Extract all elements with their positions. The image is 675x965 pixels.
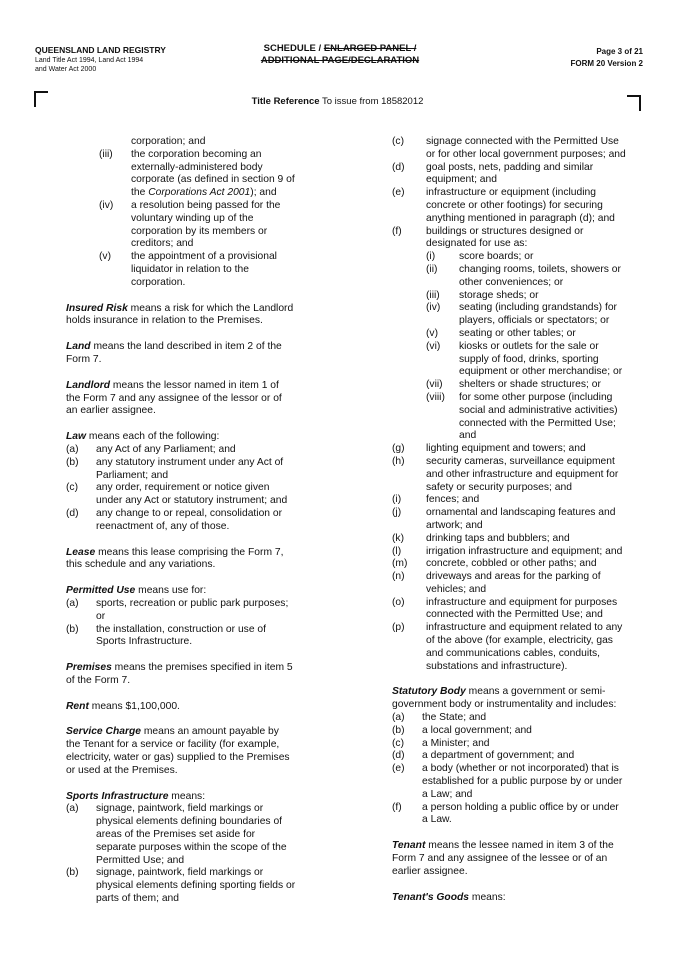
registry-header xyxy=(35,44,166,74)
ins-cont: corporation; and xyxy=(131,136,206,147)
definition-statutory-body: Statutory Body means a government or semi- government body or instrumentality and includes: xyxy=(392,686,617,711)
list-item: (a) sports, recreation or public park purposes; or xyxy=(66,597,289,622)
list-item: (iv) a resolution being passed for the voluntary winding up of the corporation by its members or creditors; and xyxy=(99,199,281,250)
definition-landlord: Landlord means the lessor named in item 1 of the Form 7 and any assignee of the lessor or of an earlier assignee. xyxy=(66,379,282,417)
definition-tenants-goods: Tenant's Goods means: xyxy=(392,891,506,903)
list-item: (e) a body (whether or not incorporated) that is established for a public purpose by or under a Law; and xyxy=(392,763,623,800)
definition-service-charge: Service Charge means an amount payable by the Tenant for a service or facility (for example, electricity, water or gas) supplied to the Premises or used at the Premises. xyxy=(66,726,290,776)
definition-rent: Rent means $1,100,000. xyxy=(66,700,180,712)
list-item: (f) buildings or structures designed or designated for use as: xyxy=(392,225,584,250)
list-item: (a) signage, paintwork, field markings or physical elements defining boundaries of areas of the Premises set aside for separate purposes within the scope of the Permitted Use; and xyxy=(66,803,287,866)
definition-premises: Premises means the premises specified in item 5 of the Form 7. xyxy=(66,662,293,686)
title-ref-label: Title Reference xyxy=(251,96,320,107)
list-item: (a) the State; and xyxy=(392,712,487,724)
sub-list-item: (iv) seating (including grandstands) for players, officials or spectators; or xyxy=(426,302,617,327)
acts-line-1: Land Title Act 1994, Land Act 1994 xyxy=(35,57,144,64)
list-item: (p) infrastructure and equipment related to any of the above (for example, electricity, gas and communications cables, conduits, substations and infrastructure). xyxy=(392,622,623,672)
list-item: (h) security cameras, surveillance equipment and other infrastructure and equipment for safety or security purposes; and xyxy=(392,455,619,493)
list-item: (i) fences; and xyxy=(392,494,480,506)
definition-sports-infrastructure: Sports Infrastructure means: xyxy=(66,790,206,802)
schedule-struck-1: ENLARGED PANEL / xyxy=(323,43,417,54)
list-item: (l) irrigation infrastructure and equipment; and xyxy=(392,545,623,557)
sub-list-item: (vii) shelters or shade structures; or xyxy=(426,379,601,391)
sub-list-item: (v) seating or other tables; or xyxy=(426,327,576,339)
definition-lease: Lease means this lease comprising the Form 7, this schedule and any variations. xyxy=(66,546,284,571)
list-item: (b) the installation, construction or use of Sports Infrastructure. xyxy=(66,623,266,648)
acts-line-2: and Water Act 2000 xyxy=(35,66,97,73)
definition-law: Law means each of the following: xyxy=(66,431,220,443)
list-item: (d) any change to or repeal, consolidation or reenactment of, any of those. xyxy=(66,507,283,532)
list-item: (g) lighting equipment and towers; and xyxy=(392,443,586,455)
schedule-title xyxy=(225,43,455,67)
sub-list-item: (iii) storage sheds; or xyxy=(426,289,539,301)
sub-list-item: (ii) changing rooms, toilets, showers or other conveniences; or xyxy=(426,263,621,288)
definition-land: Land means the land described in item 2 of the Form 7. xyxy=(66,341,282,365)
list-item: (b) a local government; and xyxy=(392,724,532,736)
list-item: (o) infrastructure and equipment for purposes connected with the Permitted Use; and xyxy=(392,596,618,621)
list-item: (b) any statutory instrument under any Act of Parliament; and xyxy=(66,456,284,481)
right-column xyxy=(392,136,650,904)
definition-insured-risk: Insured Risk means a risk for which the Landlord holds insurance in relation to the Premises. xyxy=(66,302,294,327)
list-item: (e) infrastructure or equipment (including concrete or other footings) for securing anything mentioned in paragraph (d); and xyxy=(392,187,615,224)
sub-list-item: (viii) for some other purpose (including social and administrative activities) connected with the Permitted Use; and xyxy=(426,391,618,442)
definition-tenant: Tenant means the lessee named in item 3 of the Form 7 and any assignee of the lessee or of an earlier assignee. xyxy=(392,840,614,877)
form-version: FORM 20 Version 2 xyxy=(570,59,643,68)
schedule-prefix: SCHEDULE / xyxy=(263,43,324,54)
schedule-struck-2: ADDITIONAL PAGE/DECLARATION xyxy=(260,55,420,66)
sub-list-item: (vi) kiosks or outlets for the sale or supply of food, drinks, sporting equipment or other merchandise; or xyxy=(426,340,623,378)
list-item: (f) a person holding a public office by or under a Law. xyxy=(392,801,619,826)
list-item: (v) the appointment of a provisional liquidator in relation to the corporation. xyxy=(99,251,277,288)
list-item: (c) signage connected with the Permitted Use or for other local government purposes; and xyxy=(392,136,626,160)
list-item: (n) driveways and areas for the parking of vehicles; and xyxy=(392,571,601,595)
list-item: (iii) the corporation becoming an externally-administered body corporate (as defined in section 9 of the Corporations Act 2001); and xyxy=(99,148,295,199)
title-ref-value: To issue from 18582012 xyxy=(319,96,424,107)
page-number: Page 3 of 21 xyxy=(596,47,643,56)
list-item: (m) concrete, cobbled or other paths; and xyxy=(392,558,597,570)
list-item: (c) a Minister; and xyxy=(392,737,490,749)
left-column xyxy=(66,136,332,906)
sub-list-item: (i) score boards; or xyxy=(426,251,534,263)
list-item: (c) any order, requirement or notice given under any Act or statutory instrument; and xyxy=(66,482,288,507)
list-item: (a) any Act of any Parliament; and xyxy=(66,443,236,455)
title-reference xyxy=(0,96,675,107)
registry-name: QUEENSLAND LAND REGISTRY xyxy=(35,45,166,55)
list-item: (b) signage, paintwork, field markings or physical elements defining sporting fields or parts of them; and xyxy=(66,867,296,905)
list-item: (d) goal posts, nets, padding and similar equipment; and xyxy=(392,161,594,186)
list-item: (d) a department of government; and xyxy=(392,750,575,762)
page-info xyxy=(548,46,643,70)
definition-permitted-use: Permitted Use means use for: xyxy=(66,585,207,597)
list-item: (k) drinking taps and bubblers; and xyxy=(392,532,570,544)
list-item: (j) ornamental and landscaping features and artwork; and xyxy=(392,507,616,531)
